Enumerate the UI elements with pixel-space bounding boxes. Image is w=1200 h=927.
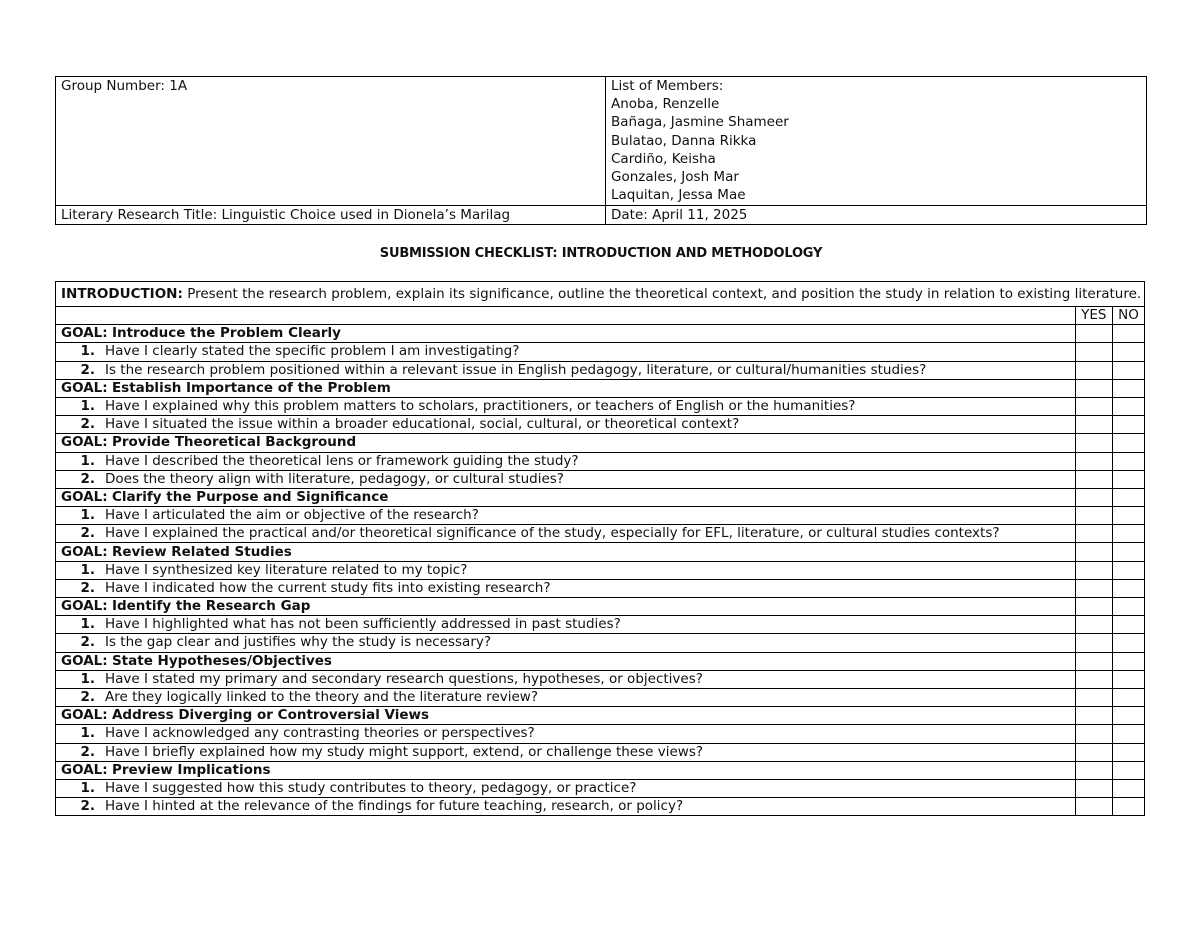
yes-checkbox-cell[interactable] [1075, 379, 1112, 397]
checklist-item-row [56, 670, 1145, 688]
checklist-item-row [56, 470, 1145, 488]
question-cell [56, 452, 1076, 470]
goal-prefix: GOAL: [61, 652, 108, 669]
introduction-text: Present the research problem, explain its significance, outline the theoretical context, and position the study in relation to existing literature. [187, 286, 1142, 302]
goal-prefix: GOAL: [61, 488, 108, 505]
checklist-item-row [56, 616, 1145, 634]
checklist-item-row [56, 343, 1145, 361]
checklist-item-row [56, 561, 1145, 579]
yes-checkbox-cell[interactable] [1075, 688, 1112, 706]
yes-checkbox-cell[interactable] [1075, 670, 1112, 688]
item-number: 2. [80, 634, 95, 651]
goal-title: Review Related Studies [111, 543, 292, 560]
question-text: Have I described the theoretical lens or framework guiding the study? [105, 452, 579, 469]
no-checkbox-cell[interactable] [1112, 525, 1144, 543]
no-checkbox-cell[interactable] [1112, 361, 1144, 379]
no-checkbox-cell[interactable] [1112, 743, 1144, 761]
yes-checkbox-cell[interactable] [1075, 579, 1112, 597]
checklist-title: SUBMISSION CHECKLIST: INTRODUCTION AND METHODOLOGY [379, 246, 823, 261]
question-text: Have I briefly explained how my study might support, extend, or challenge these views? [105, 743, 704, 760]
no-checkbox-cell[interactable] [1112, 634, 1144, 652]
goal-row [56, 761, 1145, 779]
question-cell [56, 416, 1076, 434]
question-text: Have I articulated the aim or objective of the research? [105, 507, 479, 524]
goal-title: Clarify the Purpose and Significance [111, 488, 389, 505]
no-checkbox-cell[interactable] [1112, 397, 1144, 415]
checklist-item-row [56, 397, 1145, 415]
yes-checkbox-cell[interactable] [1075, 634, 1112, 652]
no-checkbox-cell[interactable] [1112, 434, 1144, 452]
goal-title-cell [56, 379, 1076, 397]
question-cell [56, 397, 1076, 415]
item-number: 1. [80, 561, 95, 578]
goal-prefix: GOAL: [61, 761, 108, 778]
question-text: Have I explained the practical and/or theoretical significance of the study, especially for EFL, literature, or cultural studies contexts? [105, 525, 1000, 542]
goal-title-cell [56, 761, 1076, 779]
goal-title-cell [56, 707, 1076, 725]
introduction-row [56, 282, 1145, 307]
member-name: Gonzales, Josh Mar [611, 169, 739, 186]
question-text: Have I indicated how the current study fits into existing research? [105, 579, 551, 596]
date-cell [606, 206, 1147, 225]
item-number: 1. [80, 616, 95, 633]
goal-title-cell [56, 598, 1076, 616]
no-checkbox-cell[interactable] [1112, 379, 1144, 397]
yes-checkbox-cell[interactable] [1075, 452, 1112, 470]
goal-title-cell [56, 325, 1076, 343]
yes-checkbox-cell[interactable] [1075, 325, 1112, 343]
no-checkbox-cell[interactable] [1112, 416, 1144, 434]
yes-checkbox-cell[interactable] [1075, 470, 1112, 488]
yes-checkbox-cell[interactable] [1075, 652, 1112, 670]
question-text: Is the research problem positioned within a relevant issue in English pedagogy, literature, or cultural/humanities studies? [105, 361, 927, 378]
yes-checkbox-cell[interactable] [1075, 598, 1112, 616]
question-cell [56, 343, 1076, 361]
question-cell [56, 779, 1076, 797]
yes-checkbox-cell[interactable] [1075, 416, 1112, 434]
no-checkbox-cell[interactable] [1112, 543, 1144, 561]
item-number: 2. [80, 579, 95, 596]
item-number: 1. [80, 670, 95, 687]
checklist-item-row [56, 688, 1145, 706]
member-name: Anoba, Renzelle [611, 96, 720, 113]
goal-row [56, 652, 1145, 670]
question-cell [56, 670, 1076, 688]
no-checkbox-cell[interactable] [1112, 325, 1144, 343]
question-text: Have I situated the issue within a broader educational, social, cultural, or theoretical context? [105, 416, 740, 433]
item-number: 1. [80, 725, 95, 742]
question-text: Have I suggested how this study contributes to theory, pedagogy, or practice? [105, 779, 637, 796]
members-label: List of Members: [611, 78, 724, 94]
item-number: 2. [80, 416, 95, 433]
members-cell [606, 77, 1147, 206]
no-checkbox-cell[interactable] [1112, 707, 1144, 725]
yes-checkbox-cell[interactable] [1075, 725, 1112, 743]
no-checkbox-cell[interactable] [1112, 579, 1144, 597]
no-checkbox-cell[interactable] [1112, 507, 1144, 525]
question-cell [56, 525, 1076, 543]
date-value: April 11, 2025 [652, 207, 748, 223]
checklist-item-row [56, 634, 1145, 652]
question-cell [56, 725, 1076, 743]
introduction-label: INTRODUCTION: [61, 286, 183, 302]
goal-row [56, 598, 1145, 616]
goal-row [56, 434, 1145, 452]
checklist-item-row [56, 725, 1145, 743]
goal-prefix: GOAL: [61, 598, 108, 615]
yes-checkbox-cell[interactable] [1075, 616, 1112, 634]
question-cell [56, 561, 1076, 579]
header-table [55, 76, 1147, 225]
item-number: 1. [80, 343, 95, 360]
yes-checkbox-cell[interactable] [1075, 525, 1112, 543]
yes-checkbox-cell[interactable] [1075, 561, 1112, 579]
no-checkbox-cell[interactable] [1112, 616, 1144, 634]
goal-title: Identify the Research Gap [111, 598, 311, 615]
yes-checkbox-cell[interactable] [1075, 361, 1112, 379]
question-cell [56, 361, 1076, 379]
no-checkbox-cell[interactable] [1112, 725, 1144, 743]
question-text: Are they logically linked to the theory and the literature review? [105, 689, 538, 706]
yes-checkbox-cell[interactable] [1075, 743, 1112, 761]
item-number: 1. [80, 779, 95, 796]
yes-checkbox-cell[interactable] [1075, 434, 1112, 452]
question-text: Have I highlighted what has not been sufficiently addressed in past studies? [105, 616, 621, 633]
question-text: Is the gap clear and justifies why the study is necessary? [105, 634, 492, 651]
question-text: Have I explained why this problem matters to scholars, practitioners, or teachers of English or the humanities? [105, 398, 856, 415]
group-number-cell [56, 77, 606, 206]
yes-column-header: YES [1075, 307, 1112, 325]
research-title-label: Literary Research Title: [61, 207, 218, 223]
goal-row [56, 543, 1145, 561]
item-number: 2. [80, 361, 95, 378]
goal-title-cell [56, 488, 1076, 506]
no-checkbox-cell[interactable] [1112, 488, 1144, 506]
goal-title: Provide Theoretical Background [111, 434, 357, 451]
checklist-item-row [56, 779, 1145, 797]
no-checkbox-cell[interactable] [1112, 598, 1144, 616]
checklist-item-row [56, 798, 1145, 816]
question-cell [56, 743, 1076, 761]
member-name: Bulatao, Danna Rikka [611, 132, 757, 149]
item-number: 1. [80, 398, 95, 415]
goal-row [56, 488, 1145, 506]
goal-prefix: GOAL: [61, 325, 108, 342]
goal-prefix: GOAL: [61, 379, 108, 396]
member-name: Cardiño, Keisha [611, 150, 716, 167]
goal-row [56, 325, 1145, 343]
goal-title: Address Diverging or Controversial Views [111, 707, 430, 724]
checklist-item-row [56, 416, 1145, 434]
goal-title: Introduce the Problem Clearly [111, 325, 341, 342]
no-checkbox-cell[interactable] [1112, 561, 1144, 579]
goal-row [56, 379, 1145, 397]
question-cell [56, 688, 1076, 706]
question-text: Have I stated my primary and secondary research questions, hypotheses, or objectives? [105, 670, 703, 687]
goal-title-cell [56, 543, 1076, 561]
research-title-value: Linguistic Choice used in Dionela’s Marilag [221, 207, 511, 223]
item-number: 1. [80, 452, 95, 469]
yes-checkbox-cell[interactable] [1075, 798, 1112, 816]
checklist-table [55, 281, 1145, 816]
no-checkbox-cell[interactable] [1112, 452, 1144, 470]
no-checkbox-cell[interactable] [1112, 470, 1144, 488]
yes-checkbox-cell[interactable] [1075, 761, 1112, 779]
no-checkbox-cell[interactable] [1112, 761, 1144, 779]
yes-checkbox-cell[interactable] [1075, 543, 1112, 561]
question-cell [56, 634, 1076, 652]
question-text: Have I synthesized key literature related to my topic? [105, 561, 468, 578]
member-name: Bañaga, Jasmine Shameer [611, 114, 789, 131]
question-cell [56, 579, 1076, 597]
no-checkbox-cell[interactable] [1112, 779, 1144, 797]
goal-row [56, 707, 1145, 725]
question-cell [56, 470, 1076, 488]
yes-checkbox-cell[interactable] [1075, 397, 1112, 415]
question-cell [56, 507, 1076, 525]
item-number: 2. [80, 470, 95, 487]
checklist-item-row [56, 743, 1145, 761]
yes-checkbox-cell[interactable] [1075, 343, 1112, 361]
checklist-item-row [56, 361, 1145, 379]
question-text: Does the theory align with literature, pedagogy, or cultural studies? [105, 470, 564, 487]
item-number: 1. [80, 507, 95, 524]
checklist-item-row [56, 579, 1145, 597]
goal-prefix: GOAL: [61, 434, 108, 451]
no-column-header: NO [1112, 307, 1144, 325]
no-checkbox-cell[interactable] [1112, 343, 1144, 361]
member-name: Laquitan, Jessa Mae [611, 187, 746, 204]
item-number: 2. [80, 689, 95, 706]
no-checkbox-cell[interactable] [1112, 798, 1144, 816]
item-number: 2. [80, 525, 95, 542]
goal-title-cell [56, 434, 1076, 452]
checklist-item-row [56, 452, 1145, 470]
group-number-label: Group Number: [61, 78, 165, 94]
goal-title: Preview Implications [111, 761, 271, 778]
goal-title-cell [56, 652, 1076, 670]
no-checkbox-cell[interactable] [1112, 652, 1144, 670]
yes-checkbox-cell[interactable] [1075, 488, 1112, 506]
goal-prefix: GOAL: [61, 707, 108, 724]
question-text: Have I clearly stated the specific problem I am investigating? [105, 343, 520, 360]
yes-checkbox-cell[interactable] [1075, 707, 1112, 725]
goal-title: State Hypotheses/Objectives [111, 652, 332, 669]
research-title-cell [56, 206, 606, 225]
goal-title: Establish Importance of the Problem [111, 379, 391, 396]
item-number: 2. [80, 798, 95, 815]
group-number-value: 1A [169, 78, 188, 94]
question-cell [56, 616, 1076, 634]
yes-checkbox-cell[interactable] [1075, 507, 1112, 525]
item-number: 2. [80, 743, 95, 760]
no-checkbox-cell[interactable] [1112, 688, 1144, 706]
goal-prefix: GOAL: [61, 543, 108, 560]
question-cell [56, 798, 1076, 816]
checklist-item-row [56, 525, 1145, 543]
yes-checkbox-cell[interactable] [1075, 779, 1112, 797]
date-label: Date: [611, 207, 648, 223]
no-checkbox-cell[interactable] [1112, 670, 1144, 688]
question-text: Have I acknowledged any contrasting theories or perspectives? [105, 725, 535, 742]
header-blank-cell [56, 307, 1076, 325]
checklist-item-row [56, 507, 1145, 525]
question-text: Have I hinted at the relevance of the findings for future teaching, research, or policy? [105, 798, 684, 815]
